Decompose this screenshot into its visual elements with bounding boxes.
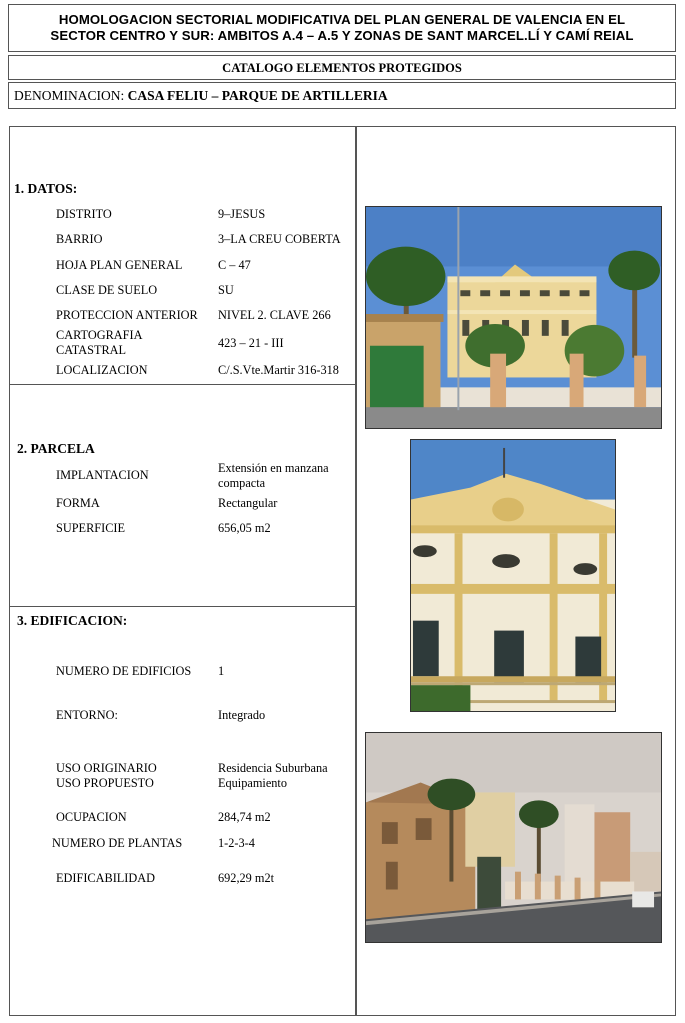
photo-facade-detail [410, 439, 616, 712]
hoja-value: C – 47 [218, 258, 251, 272]
edificabilidad-value: 692,29 m2t [218, 871, 275, 885]
clase-label: CLASE DE SUELO [56, 283, 158, 297]
uso-originario-value: Residencia Suburbana [218, 761, 328, 775]
catalog-heading: CATALOGO ELEMENTOS PROTEGIDOS [8, 55, 676, 80]
cartografia-label-2: CATASTRAL [56, 343, 127, 357]
distrito-value: 9–JESUS [218, 207, 266, 221]
forma-label: FORMA [56, 496, 100, 510]
edificabilidad-label: EDIFICABILIDAD [56, 871, 156, 885]
barrio-value: 3–LA CREU COBERTA [218, 232, 341, 246]
barrio-label: BARRIO [56, 232, 103, 246]
implantacion-value-2: compacta [218, 476, 266, 490]
ocupacion-value: 284,74 m2 [218, 810, 271, 824]
cartografia-value: 423 – 21 - III [218, 336, 284, 350]
entorno-value: Integrado [218, 708, 266, 722]
photo-facade-street-view [365, 206, 662, 429]
cartografia-label-1: CARTOGRAFIA [56, 328, 143, 342]
clase-value: SU [218, 283, 234, 297]
proteccion-label: PROTECCION ANTERIOR [56, 308, 198, 322]
proteccion-value: NIVEL 2. CLAVE 266 [218, 308, 331, 322]
document-title [8, 4, 676, 52]
numero-plantas-value: 1-2-3-4 [218, 836, 255, 850]
entorno-label: ENTORNO: [56, 708, 118, 722]
uso-propuesto-value: Equipamiento [218, 776, 287, 790]
edificacion-title: 3. EDIFICACION: [17, 613, 128, 628]
title-line-1: HOMOLOGACION SECTORIAL MODIFICATIVA DEL PLAN GENERAL DE VALENCIA EN EL [58, 12, 626, 27]
forma-value: Rectangular [218, 496, 278, 510]
ocupacion-label: OCUPACION [56, 810, 127, 824]
numero-edificios-label: NUMERO DE EDIFICIOS [56, 664, 192, 678]
denominacion-label: DENOMINACION: [14, 88, 125, 103]
implantacion-label: IMPLANTACION [56, 468, 149, 482]
numero-edificios-value: 1 [218, 664, 225, 678]
implantacion-value-1: Extensión en manzana [218, 461, 329, 475]
superficie-label: SUPERFICIE [56, 521, 126, 535]
denominacion-value: CASA FELIU – PARQUE DE ARTILLERIA [127, 88, 388, 103]
distrito-label: DISTRITO [56, 207, 112, 221]
datos-title: 1. DATOS: [14, 181, 78, 196]
superficie-value: 656,05 m2 [218, 521, 271, 535]
localizacion-value: C/.S.Vte.Martir 316-318 [218, 363, 339, 377]
denominacion-row [8, 82, 676, 109]
uso-originario-label: USO ORIGINARIO [56, 761, 157, 775]
numero-plantas-label: NUMERO DE PLANTAS [52, 836, 183, 850]
parcela-title: 2. PARCELA [17, 441, 95, 456]
photo-street-perspective [365, 732, 662, 943]
localizacion-label: LOCALIZACION [56, 363, 148, 377]
hoja-label: HOJA PLAN GENERAL [56, 258, 183, 272]
title-line-2: SECTOR CENTRO Y SUR: AMBITOS A.4 – A.5 Y ZONAS DE SANT MARCEL.LÍ Y CAMÍ REIAL [50, 28, 634, 43]
uso-propuesto-label: USO PROPUESTO [56, 776, 154, 790]
